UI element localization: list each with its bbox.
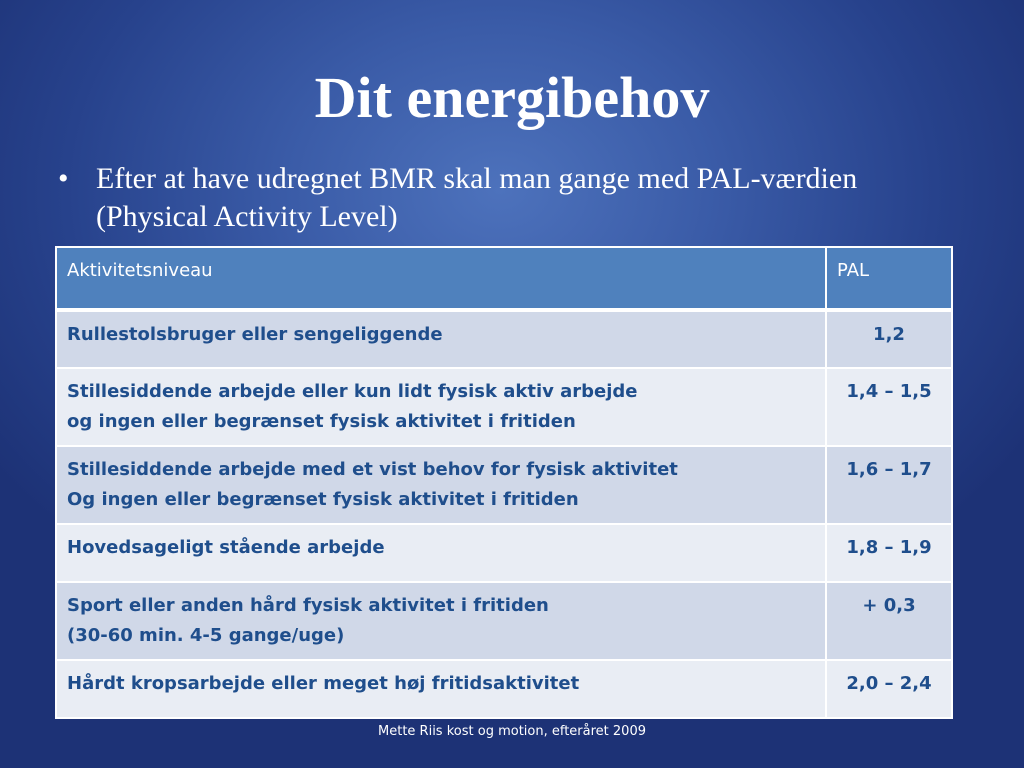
activity-cell [56,582,826,660]
activity-line: Rullestolsbruger eller sengeliggende [67,324,443,345]
activity-cell [56,310,826,368]
table-row [56,660,952,718]
table-row [56,524,952,582]
activity-cell [56,446,826,524]
bullet-marker: • [58,162,69,195]
pal-value-cell: + 0,3 [826,582,952,660]
pal-value-cell: 1,4 – 1,5 [826,368,952,446]
activity-cell [56,368,826,446]
pal-table [55,246,953,719]
table-header-row [56,247,952,310]
activity-line: Og ingen eller begrænset fysisk aktivitet i fritiden [67,489,579,510]
table-row [56,368,952,446]
table-body [56,310,952,718]
pal-value-cell: 1,8 – 1,9 [826,524,952,582]
slide-footer: Mette Riis kost og motion, efteråret 2009 [378,724,646,739]
activity-line: Sport eller anden hård fysisk aktivitet i fritiden [67,595,549,616]
header-activity-level: Aktivitetsniveau [56,247,826,310]
activity-line: Hovedsageligt stående arbejde [67,537,385,558]
activity-line: (30-60 min. 4-5 gange/uge) [67,625,345,646]
bullet-text: Efter at have udregnet BMR skal man gange med PAL-værdien (Physical Activity Level) [96,162,858,233]
activity-line: Stillesiddende arbejde eller kun lidt fysisk aktiv arbejde [67,381,638,402]
slide-title: Dit energibehov [314,65,710,130]
pal-value-cell: 2,0 – 2,4 [826,660,952,718]
activity-cell [56,524,826,582]
pal-value-cell: 1,2 [826,310,952,368]
activity-line: og ingen eller begrænset fysisk aktivitet i fritiden [67,411,576,432]
table-row [56,446,952,524]
pal-value-cell: 1,6 – 1,7 [826,446,952,524]
table-row [56,310,952,368]
table-row [56,582,952,660]
header-pal: PAL [826,247,952,310]
activity-line: Hårdt kropsarbejde eller meget høj fritidsaktivitet [67,673,580,694]
activity-cell [56,660,826,718]
bullet-point [58,160,898,236]
activity-line: Stillesiddende arbejde med et vist behov for fysisk aktivitet [67,459,678,480]
